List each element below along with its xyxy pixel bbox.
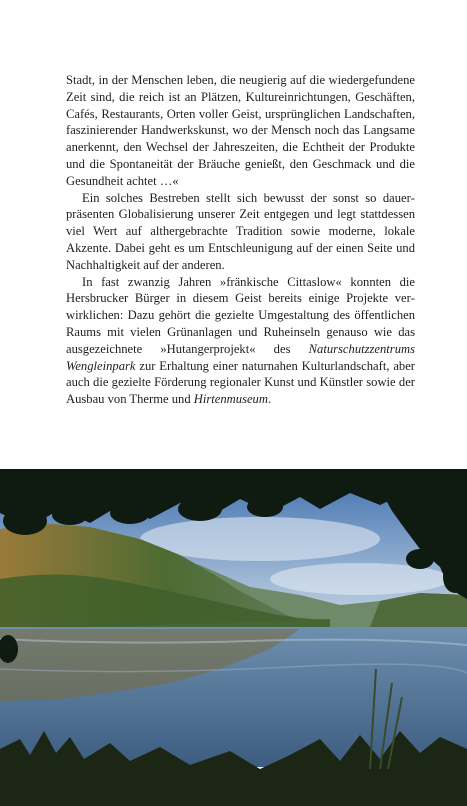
text-run: . (267, 392, 272, 407)
text-run: Stadt, in der Menschen leben, die neugierig auf die wiedergefundene Zeit sind, die reich ist an Plätzen, Kultureinrichtungen, Geschäften, Cafés, Restaurants, Orten voller Geist, ursprünglichen Landschaften, faszinierender Handwerkskunst, wo der Mensch noch das Langsame anerkennt, den Wechsel der Jahreszeiten, die Echtheit der Produkte und die Spontaneität der Bräuche genießt, den Geschmack und die Gesundheit achtet …« (66, 73, 415, 188)
body-text (66, 72, 415, 408)
paragraph-2 (66, 190, 415, 274)
landscape-photo (0, 469, 467, 806)
text-run: In fast zwanzig Jahren »fränkische Cittaslow« konnten die Hersbrucker Bürger in diesem Geist bereits einige Projekte verwirklichen: Dazu gehört die gezielte Umgestaltung des öffentlichen Raums mit vielen Grünanlagen und Ruheinseln genauso wie das ausgezeichnete »Hutangerprojekt« des (66, 274, 415, 356)
paragraph-3 (66, 274, 415, 408)
text-run: Ein solches Bestreben stellt sich bewusst der sonst so dauerpräsenten Globalisierung unserer Zeit entgegen und legt stattdessen viel Wert auf althergebrachte Tradition sowie moderne, lokale Akzente. Dabei geht es um Entschleunigung auf der einen Seite und Nachhaltigkeit auf der anderen. (66, 190, 415, 272)
paragraph-1 (66, 72, 415, 190)
italic-text-run: Naturschutzzentrums Wengleinpark (66, 341, 415, 373)
italic-text-run: Hirtenmuseum (193, 392, 268, 407)
text-run: zur Erhaltung einer naturnahen Kulturlandschaft, aber auch die gezielte Förderung regionaler Kunst und Künstler sowie der Ausbau von Therme und (66, 358, 415, 407)
